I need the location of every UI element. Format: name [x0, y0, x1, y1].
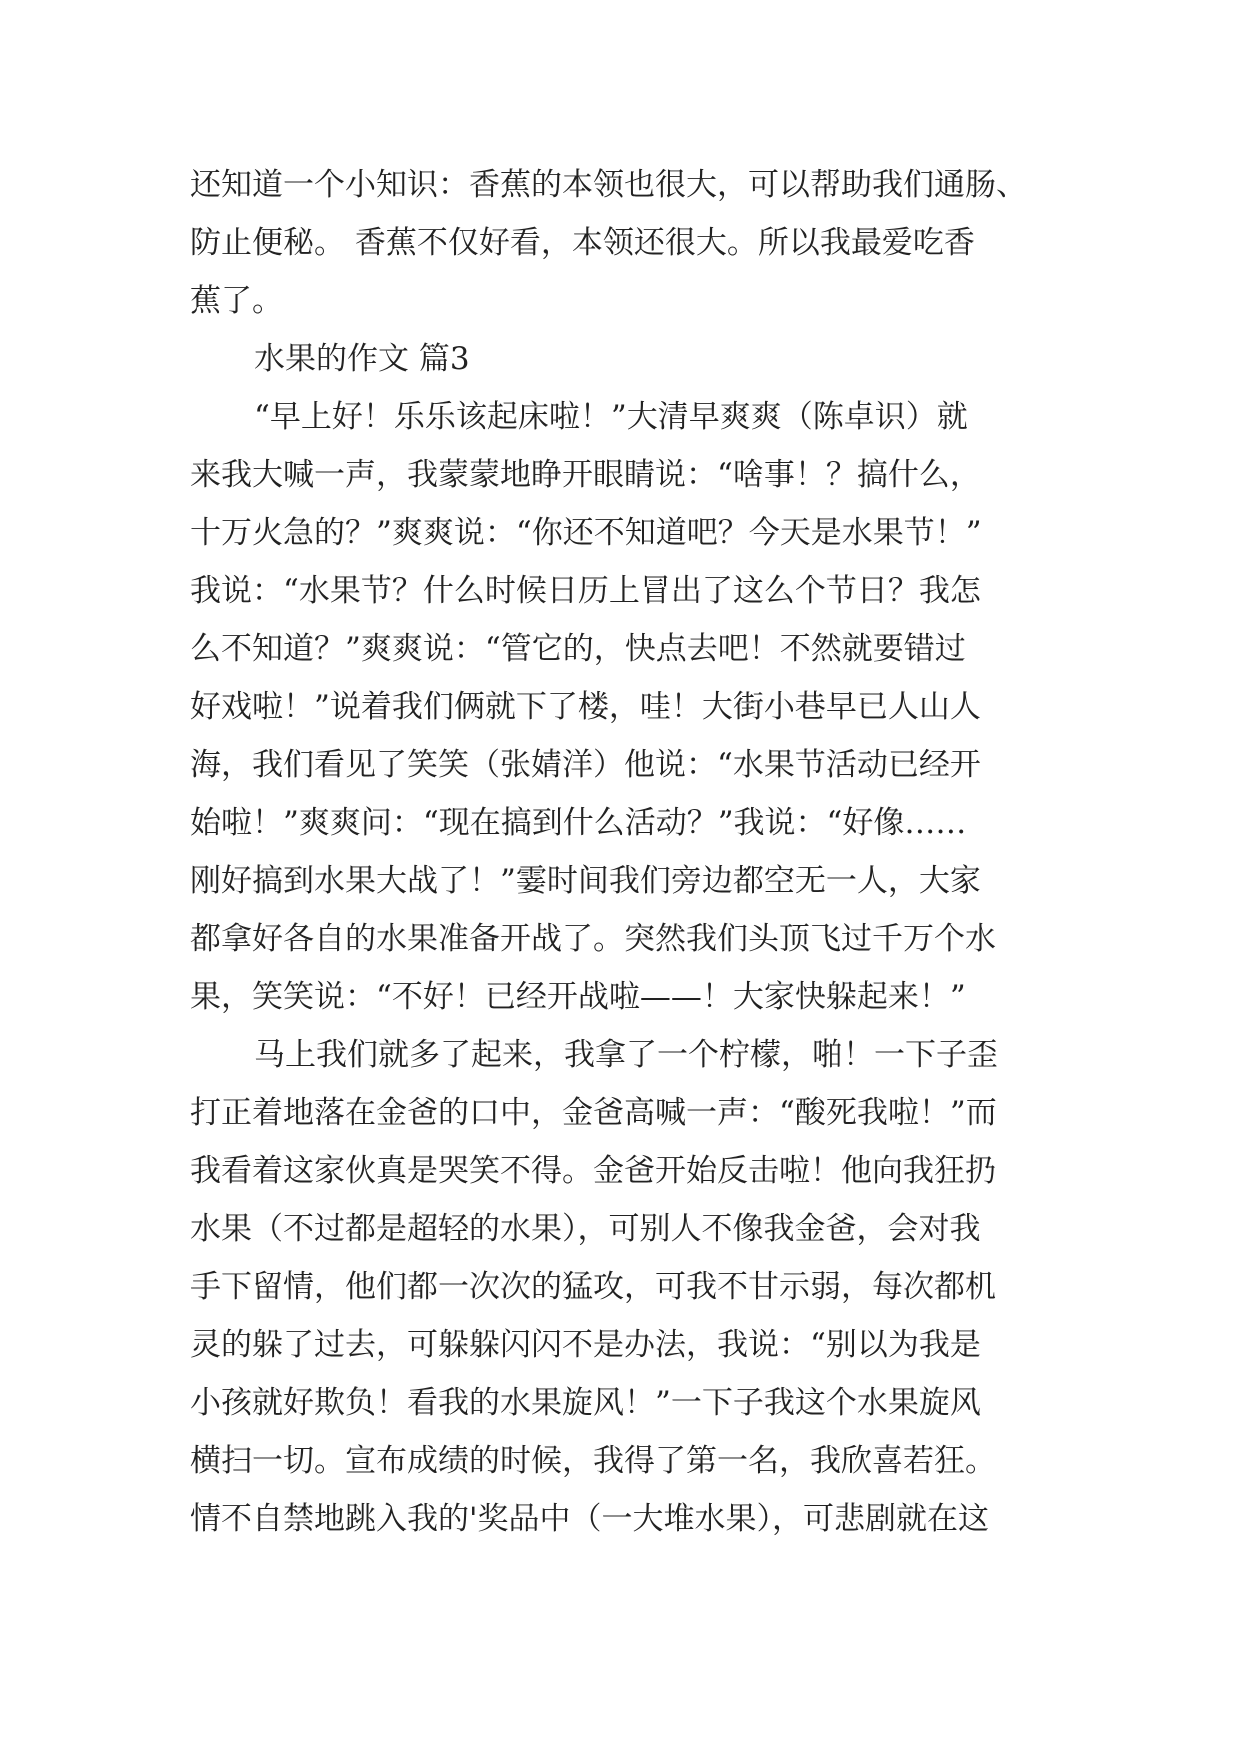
text-line-12: 始啦！”爽爽问：“现在搞到什么活动？”我说：“好像…… — [190, 805, 967, 841]
text-line-21: 灵的躲了过去，可躲躲闪闪不是办法，我说：“别以为我是 — [190, 1327, 981, 1363]
text-line-13: 刚好搞到水果大战了！”霎时间我们旁边都空无一人，大家 — [190, 863, 981, 899]
text-line-20: 手下留情，他们都一次次的猛攻，可我不甘示弱，每次都机 — [190, 1269, 996, 1305]
text-line-22: 小孩就好欺负！看我的水果旋风！”一下子我这个水果旋风 — [190, 1385, 981, 1421]
text-line-19: 水果（不过都是超轻的水果），可别人不像我金爸，会对我 — [190, 1211, 981, 1247]
text-line-15: 果，笑笑说：“不好！已经开战啦——！大家快躲起来！” — [190, 979, 966, 1015]
text-line-14: 都拿好各自的水果准备开战了。突然我们头顶飞过千万个水 — [190, 921, 996, 957]
body-text — [190, 156, 1070, 1548]
text-line-6: 来我大喊一声，我蒙蒙地睁开眼睛说：“啥事！？搞什么， — [190, 457, 981, 493]
text-line-5: “早上好！乐乐该起床啦！”大清早爽爽（陈卓识）就 — [254, 399, 968, 435]
text-line-18: 我看着这家伙真是哭笑不得。金爸开始反击啦！他向我狂扔 — [190, 1153, 996, 1189]
text-line-9: 么不知道？”爽爽说：“管它的，快点去吧！不然就要错过 — [190, 631, 966, 667]
text-line-10: 好戏啦！”说着我们俩就下了楼，哇！大街小巷早已人山人 — [190, 689, 981, 725]
text-line-24: 情不自禁地跳入我的'奖品中（一大堆水果），可悲剧就在这 — [190, 1501, 990, 1537]
text-line-1: 还知道一个小知识：香蕉的本领也很大，可以帮助我们通肠、 — [190, 167, 1027, 203]
text-line-23: 横扫一切。宣布成绩的时候，我得了第一名，我欣喜若狂。 — [190, 1443, 996, 1479]
text-line-7: 十万火急的？”爽爽说：“你还不知道吧？今天是水果节！” — [190, 515, 982, 551]
section-heading: 水果的作文 篇3 — [254, 341, 470, 377]
text-line-3: 蕉了。 — [190, 283, 283, 319]
text-line-8: 我说：“水果节？什么时候日历上冒出了这么个节日？我怎 — [190, 573, 981, 609]
text-line-17: 打正着地落在金爸的口中，金爸高喊一声：“酸死我啦！”而 — [190, 1095, 997, 1131]
text-line-11: 海，我们看见了笑笑（张婧洋）他说：“水果节活动已经开 — [190, 747, 981, 783]
text-line-2: 防止便秘。 香蕉不仅好看，本领还很大。所以我最爱吃香 — [190, 225, 975, 261]
text-line-16: 马上我们就多了起来，我拿了一个柠檬，啪！一下子歪 — [254, 1037, 998, 1073]
